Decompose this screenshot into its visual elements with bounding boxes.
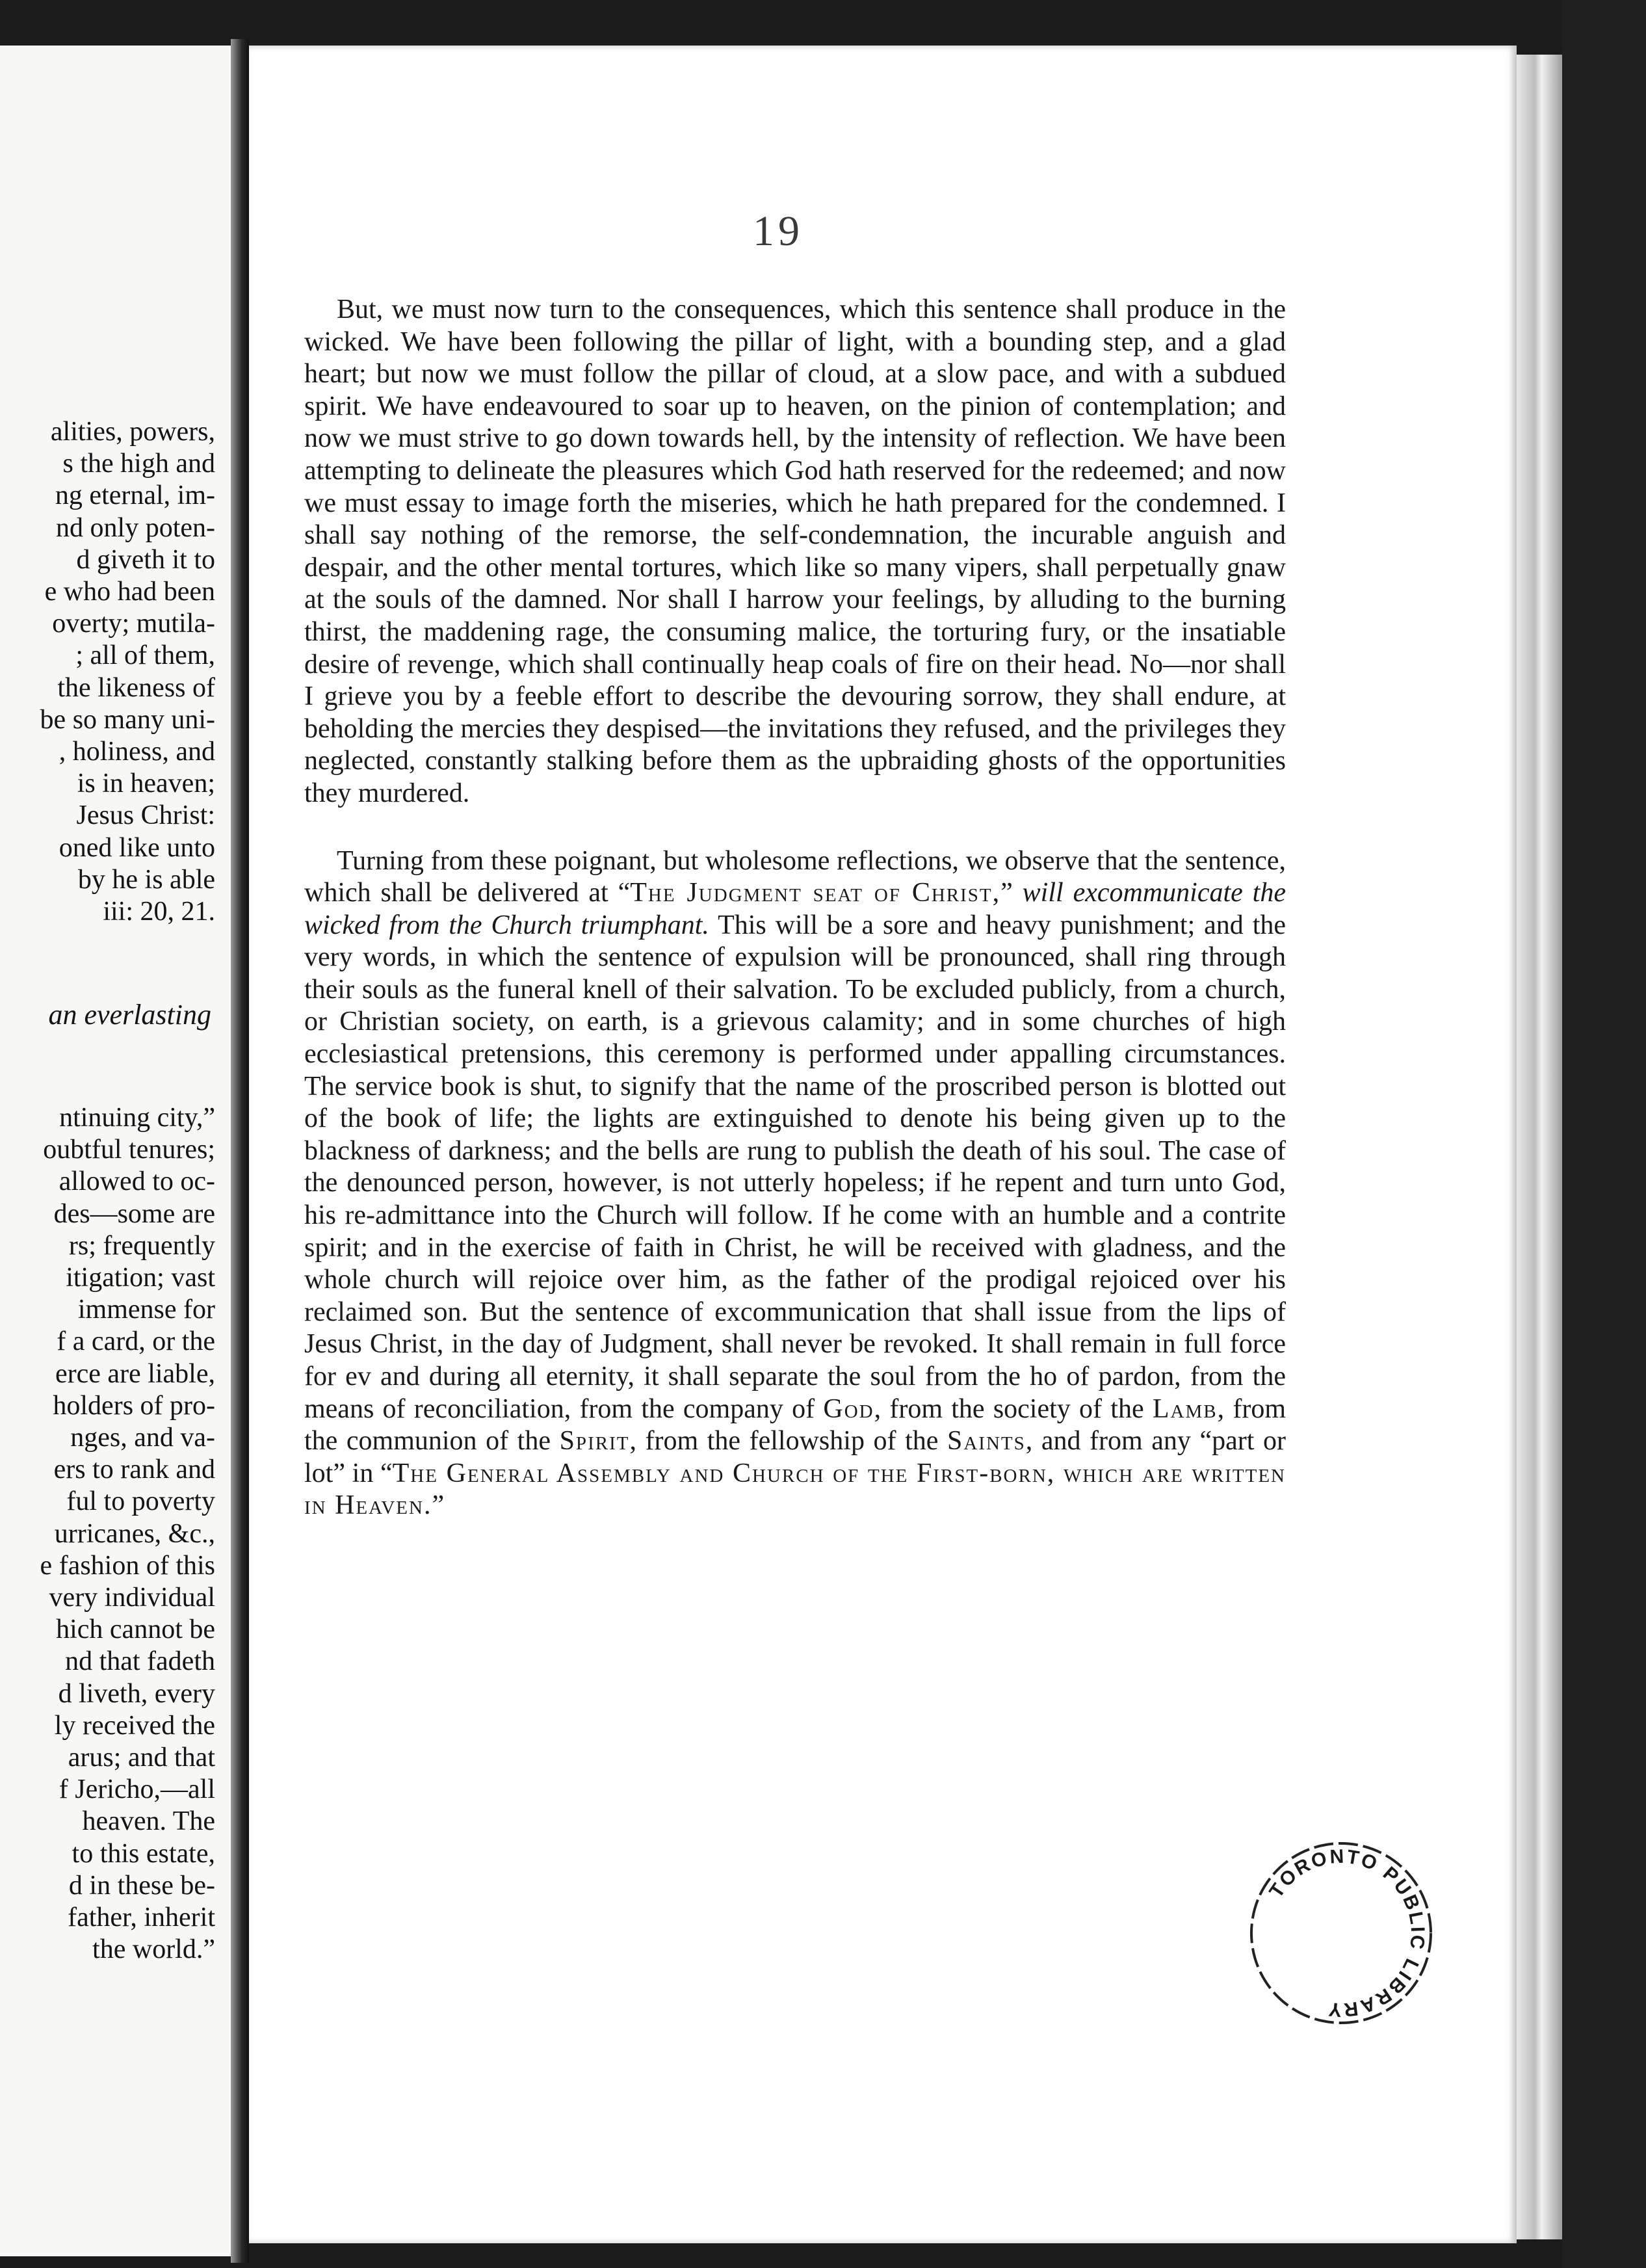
previous-page-line: rs; frequently <box>68 1230 215 1261</box>
previous-page-fragment <box>0 46 231 2256</box>
previous-page-line: urricanes, &c., <box>54 1518 215 1549</box>
previous-page-line: d liveth, every <box>58 1678 215 1709</box>
previous-page-line: to this estate, <box>72 1838 215 1869</box>
previous-page-line: e fashion of this <box>40 1550 215 1581</box>
previous-page-line: itigation; vast <box>66 1263 215 1293</box>
previous-page-line: nd only poten- <box>56 512 215 543</box>
previous-page-line: ntinuing city,” <box>59 1103 215 1133</box>
previous-page-line: alities, powers, <box>50 417 215 447</box>
previous-page-line: the likeness of <box>57 672 215 703</box>
text-run: , and from any “part or lot” in “ <box>304 1426 1286 1488</box>
scan-right-border <box>1562 0 1646 2268</box>
paragraph <box>304 294 1286 810</box>
previous-page-line: f a card, or the <box>57 1326 215 1357</box>
text-run: , from the fellowship of the <box>629 1426 947 1457</box>
text-run: will excommunicate the wicked from the Church triumphant. <box>304 878 1286 940</box>
previous-page-line: iii: 20, 21. <box>103 897 215 927</box>
page-number: 19 <box>753 207 803 255</box>
text-run: , from the society of the <box>874 1393 1153 1424</box>
previous-page-line: the world.” <box>92 1934 215 1965</box>
previous-page-line: nges, and va- <box>70 1423 215 1453</box>
text-run: But, we must now turn to the consequences, which this sentence shall produce in the wicked. We have been following the pillar of light, with a bounding step, and a glad heart; but now we must follow the pillar of cloud, at a slow pace, and with a subdued spirit. We have endeavoured to soar up to heaven, on the pinion of contemplation; and now we must strive to go down towards hell, by the intensity of reflection. We have been attempting to delineate the pleasures which God hath reserved for the redeemed; and now we must essay to image forth the miseries, which he hath prepared for the condemned. I shall say nothing of the remorse, the self-condemnation, the incurable anguish and despair, and the other mental tortures, which like so many vipers, shall perpetually gnaw at the souls of the damned. Nor shall I harrow your feelings, by alluding to the burning thirst, the maddening rage, the consuming malice, the torturing fury, or the insatiable desire of revenge, which shall continually heap coals of fire on their head. No—nor shall I grieve you by a feeble effort to describe the devouring sorrow, they shall endure, at beholding the mercies they despised—the invitations they refused, and the privileges they neglected, constantly stalking before them as the upbraiding ghosts of the opportunities they murdered. <box>304 295 1286 808</box>
previous-page-line: father, inherit <box>68 1903 215 1933</box>
previous-page-line: arus; and that <box>68 1743 215 1773</box>
svg-text:TORONTO PUBLIC LIBRARY <box>1265 1846 1428 2021</box>
previous-page-line: holders of pro- <box>53 1390 215 1421</box>
previous-page-line: ful to poverty <box>66 1486 215 1517</box>
book-gutter <box>231 39 249 2263</box>
previous-page-line: ; all of them, <box>75 640 215 671</box>
previous-page-line: is in heaven; <box>77 769 215 799</box>
previous-page-line: ng eternal, im- <box>55 481 215 511</box>
previous-page-line: d giveth it to <box>76 544 215 575</box>
stamp-text: TORONTO PUBLIC LIBRARY <box>1265 1845 1429 2021</box>
text-run: ” <box>1000 878 1023 908</box>
previous-page-line: heaven. The <box>82 1806 215 1837</box>
previous-page-heading: an everlasting <box>48 999 211 1031</box>
text-run: Turning from these poignant, but wholesome reflections, we observe that the sentence, which shall be delivered at “ <box>304 845 1286 908</box>
previous-page-line: ers to rank and <box>53 1455 215 1485</box>
text-run: God <box>823 1393 874 1424</box>
previous-page-line: nd that fadeth <box>65 1646 215 1677</box>
previous-page-line: hich cannot be <box>56 1615 215 1645</box>
previous-page-line: , holiness, and <box>59 737 215 767</box>
text-run: Spirit <box>559 1426 630 1457</box>
text-run: The Judgment seat of Christ, <box>630 878 1001 908</box>
previous-page-text-bottom <box>0 1102 215 1966</box>
paragraph <box>304 845 1286 1522</box>
previous-page-line: ly received the <box>54 1710 215 1741</box>
previous-page-line: oned like unto <box>59 832 215 863</box>
previous-page-line: oubtful tenures; <box>43 1135 215 1165</box>
page-edge <box>1517 55 1562 2239</box>
previous-page-line: immense for <box>77 1295 215 1325</box>
library-stamp <box>1247 1839 1435 2027</box>
previous-page-line: s the high and <box>62 449 215 479</box>
previous-page-line: be so many uni- <box>40 704 215 735</box>
previous-page-line: d in these be- <box>68 1870 215 1901</box>
page-body-text <box>304 294 1286 1522</box>
text-run: This will be a sore and heavy punishment; and the very words, in which the sentence of expulsion will be pronounced, shall ring through their souls as the funeral knell of their salvation. To be excluded publicly, from a church, or Christian society, on earth, is a grievous calamity; and in some churches of high ecclesiastical pretensions, this ceremony is performed under appalling circumstances. The service book is shut, to signify that the name of the proscribed person is blotted out of the book of life; the lights are extinguished to denote his being given up to the blackness of darkness; and the bells are rung to publish the death of his soul. The case of the denounced person, however, is not utterly hopeless; if he repent and turn unto God, his re-admittance into the Church will follow. If he come with an humble and a contrite spirit; and in the exercise of faith in Christ, he will be received with gladness, and the whole church will rejoice over him, as the father of the prodigal rejoiced over his reclaimed son. But the sentence of excommunication that shall issue from the lips of Jesus Christ, in the day of Judgment, shall never be revoked. It shall remain in full force for ev and during all eternity, it shall separate the soul from the ho of pardon, from the means of reconciliation, from the company of <box>304 910 1286 1424</box>
text-run: Lamb <box>1152 1393 1218 1424</box>
previous-page-line: e who had been <box>44 577 215 607</box>
previous-page-line: overty; mutila- <box>52 609 215 639</box>
text-run: The General Assembly and Church of the First-born, which are written in Heaven. <box>304 1458 1287 1521</box>
previous-page-line: des—some are <box>53 1198 215 1229</box>
text-run: , from the communion of the <box>304 1393 1286 1457</box>
previous-page-text-top <box>0 416 215 928</box>
previous-page-line: very individual <box>49 1583 215 1613</box>
previous-page-line: erce are liable, <box>55 1358 215 1389</box>
previous-page-line: by he is able <box>77 864 215 895</box>
text-run: Saints <box>947 1426 1026 1457</box>
previous-page-line: f Jericho,—all <box>59 1774 215 1805</box>
previous-page-line: Jesus Christ: <box>76 800 215 831</box>
text-run: ” <box>432 1490 445 1521</box>
previous-page-line: allowed to oc- <box>59 1167 215 1197</box>
